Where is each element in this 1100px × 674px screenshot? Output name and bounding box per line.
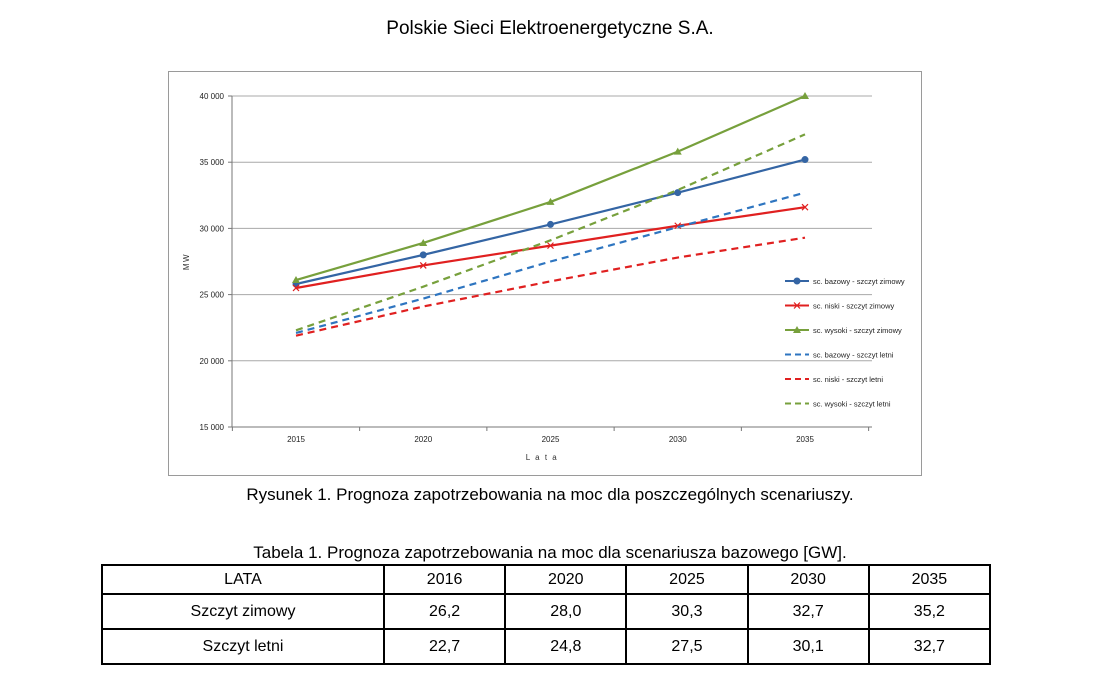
y-tick-label: 25 000: [199, 290, 224, 300]
table-header-cell: 2030: [748, 565, 869, 594]
x-tick-label: 2025: [541, 435, 560, 444]
x-tick-label: 2015: [287, 435, 305, 444]
legend-marker: [794, 278, 800, 284]
series-line-5: [296, 238, 805, 336]
table-cell: Szczyt letni: [102, 629, 384, 664]
y-axis-label: MW: [182, 252, 191, 271]
x-tick-label: 2020: [414, 435, 433, 444]
table-cell: 26,2: [384, 594, 505, 629]
table-cell: 24,8: [505, 629, 626, 664]
line-chart: [169, 72, 923, 477]
page-header-title: Polskie Sieci Elektroenergetyczne S.A.: [386, 18, 714, 39]
data-point-series-1: [802, 157, 808, 163]
data-point-series-1: [420, 252, 426, 258]
figure-caption: Rysunek 1. Prognoza zapotrzebowania na moc dla poszczególnych scenariuszy.: [246, 485, 854, 504]
table-header-cell: 2025: [626, 565, 747, 594]
y-tick-label: 15 000: [199, 423, 224, 432]
y-tick-label: 30 000: [199, 224, 224, 234]
legend-label: sc. niski - szczyt letni: [813, 375, 884, 384]
x-tick-label: 2035: [796, 435, 814, 444]
legend-label: sc. bazowy - szczyt letni: [813, 350, 894, 360]
table-cell: Szczyt zimowy: [102, 594, 384, 629]
table-header-cell: LATA: [102, 565, 384, 594]
table-row: [102, 629, 990, 664]
table-cell: 32,7: [748, 594, 869, 629]
data-point-series-1: [548, 221, 554, 227]
table-cell: 27,5: [626, 629, 747, 664]
x-axis-label: L a t a: [525, 453, 559, 462]
chart-frame: [168, 71, 922, 476]
table-header-cell: 2020: [505, 565, 626, 594]
table-cell: 32,7: [869, 629, 990, 664]
table-caption: Tabela 1. Prognoza zapotrzebowania na moc dla scenariusza bazowego [GW].: [253, 543, 847, 562]
table-cell: 30,3: [626, 594, 747, 629]
data-table: [101, 564, 991, 665]
table-row: [102, 594, 990, 629]
data-point-series-1: [675, 190, 681, 196]
series-line-6: [296, 134, 805, 330]
x-tick-label: 2030: [668, 435, 687, 444]
table-cell: 35,2: [869, 594, 990, 629]
legend-label: sc. wysoki - szczyt zimowy: [813, 326, 902, 335]
table-header-row: [102, 565, 990, 594]
legend-label: sc. wysoki - szczyt letni: [813, 399, 891, 409]
table-cell: 28,0: [505, 594, 626, 629]
legend-label: sc. bazowy - szczyt zimowy: [813, 277, 905, 286]
table-cell: 30,1: [748, 629, 869, 664]
series-line-2: [296, 207, 805, 288]
series-line-4: [296, 193, 805, 333]
table-header-cell: 2035: [869, 565, 990, 594]
series-line-3: [296, 96, 805, 280]
table-header-cell: 2016: [384, 565, 505, 594]
legend-label: sc. niski - szczyt zimowy: [813, 301, 895, 311]
y-tick-label: 35 000: [199, 158, 224, 168]
y-tick-label: 20 000: [199, 356, 224, 366]
table-cell: 22,7: [384, 629, 505, 664]
y-tick-label: 40 000: [199, 92, 224, 101]
